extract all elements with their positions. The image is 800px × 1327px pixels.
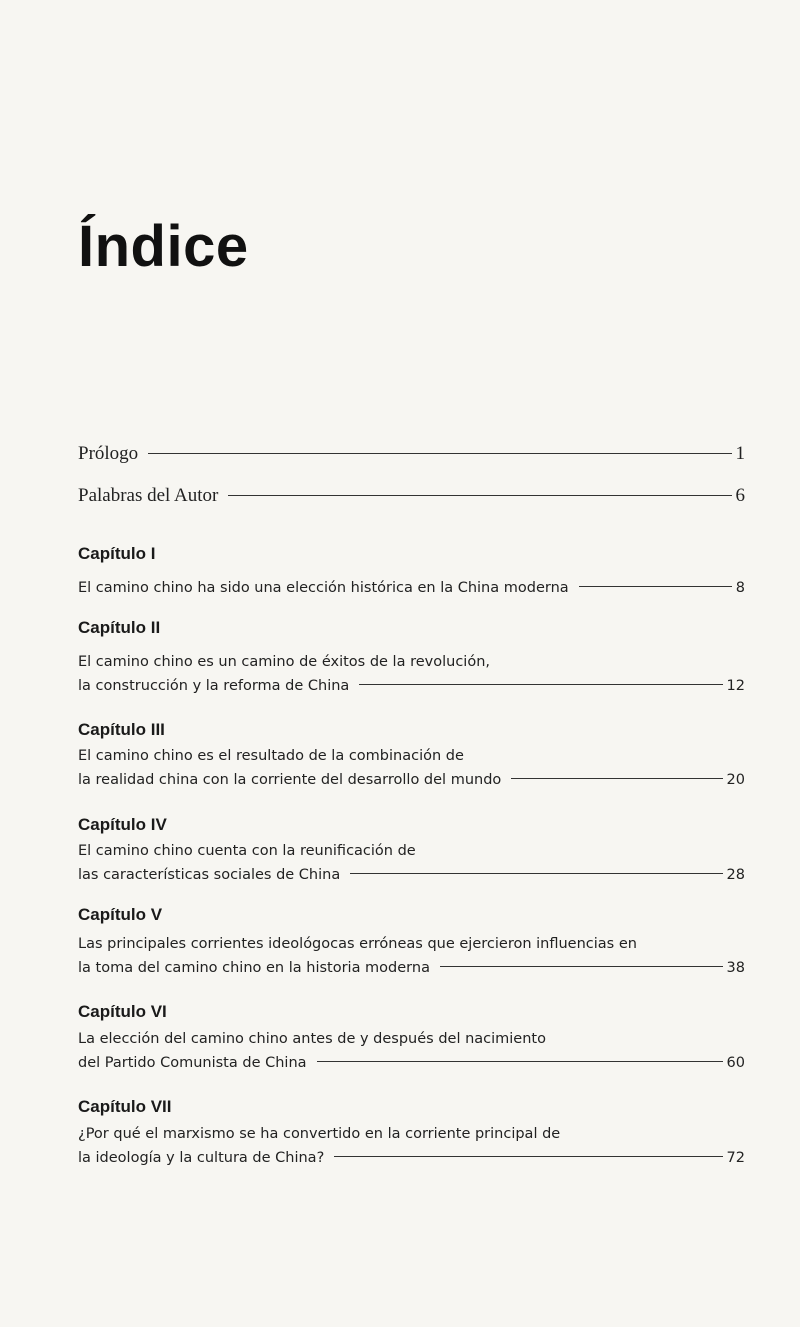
- dot-leader: [440, 966, 723, 967]
- toc-entry-label: la realidad china con la corriente del desarrollo del mundo: [78, 772, 502, 788]
- chapter-heading-4: Capítulo IV: [78, 815, 167, 834]
- chapter-heading-5: Capítulo V: [78, 905, 163, 924]
- dot-leader: [579, 586, 732, 587]
- dot-leader: [334, 1156, 722, 1157]
- toc-entry-page: 6: [735, 485, 745, 506]
- toc-entry-page: 28: [726, 867, 745, 883]
- toc-entry-page: 60: [726, 1055, 745, 1071]
- toc-entry-label: El camino chino ha sido una elección histórica en la China moderna: [78, 580, 569, 596]
- dot-leader: [228, 495, 731, 496]
- toc-entry-label: la construcción y la reforma de China: [78, 678, 350, 694]
- toc-entry-label: las características sociales de China: [78, 867, 341, 883]
- dot-leader: [350, 873, 722, 874]
- chapter-heading-7: Capítulo VII: [78, 1097, 172, 1116]
- toc-entry-line: El camino chino es el resultado de la combinación de: [78, 748, 464, 764]
- toc-entry-chapter-1: [78, 580, 745, 596]
- dot-leader: [511, 778, 722, 779]
- toc-entry-line: ¿Por qué el marxismo se ha convertido en la corriente principal de: [78, 1126, 561, 1142]
- toc-entry-page: 8: [735, 580, 745, 596]
- toc-entry-line: La elección del camino chino antes de y después del nacimiento: [78, 1031, 546, 1047]
- toc-entry-label: la toma del camino chino en la historia moderna: [78, 960, 430, 976]
- toc-entry-page: 38: [726, 960, 745, 976]
- toc-entry-label: la ideología y la cultura de China?: [78, 1150, 325, 1166]
- dot-leader: [359, 684, 722, 685]
- toc-entry-page: 1: [735, 443, 745, 464]
- chapter-heading-3: Capítulo III: [78, 720, 165, 739]
- toc-entry-chapter-6: [78, 1055, 745, 1071]
- dot-leader: [317, 1061, 723, 1062]
- chapter-heading-1: Capítulo I: [78, 544, 156, 563]
- toc-entry-page: 20: [726, 772, 745, 788]
- toc-entry-prologo: [78, 443, 745, 465]
- dot-leader: [148, 453, 731, 454]
- toc-entry-chapter-4: [78, 867, 745, 883]
- toc-entry-chapter-5: [78, 960, 745, 976]
- toc-entry-chapter-7: [78, 1150, 745, 1166]
- toc-entry-palabras: [78, 485, 745, 507]
- toc-entry-line: El camino chino cuenta con la reunificación de: [78, 843, 416, 859]
- toc-entry-label: del Partido Comunista de China: [78, 1055, 307, 1071]
- toc-entry-line: Las principales corrientes ideológocas erróneas que ejercieron influencias en: [78, 936, 637, 952]
- toc-entry-label: Prólogo: [78, 443, 139, 464]
- toc-entry-chapter-2: [78, 678, 745, 694]
- toc-entry-page: 72: [726, 1150, 745, 1166]
- chapter-heading-6: Capítulo VI: [78, 1002, 167, 1021]
- toc-entry-line: El camino chino es un camino de éxitos de la revolución,: [78, 654, 490, 670]
- page-title: Índice: [78, 214, 249, 279]
- chapter-heading-2: Capítulo II: [78, 618, 161, 637]
- toc-entry-page: 12: [726, 678, 745, 694]
- toc-entry-chapter-3: [78, 772, 745, 788]
- toc-entry-label: Palabras del Autor: [78, 485, 219, 506]
